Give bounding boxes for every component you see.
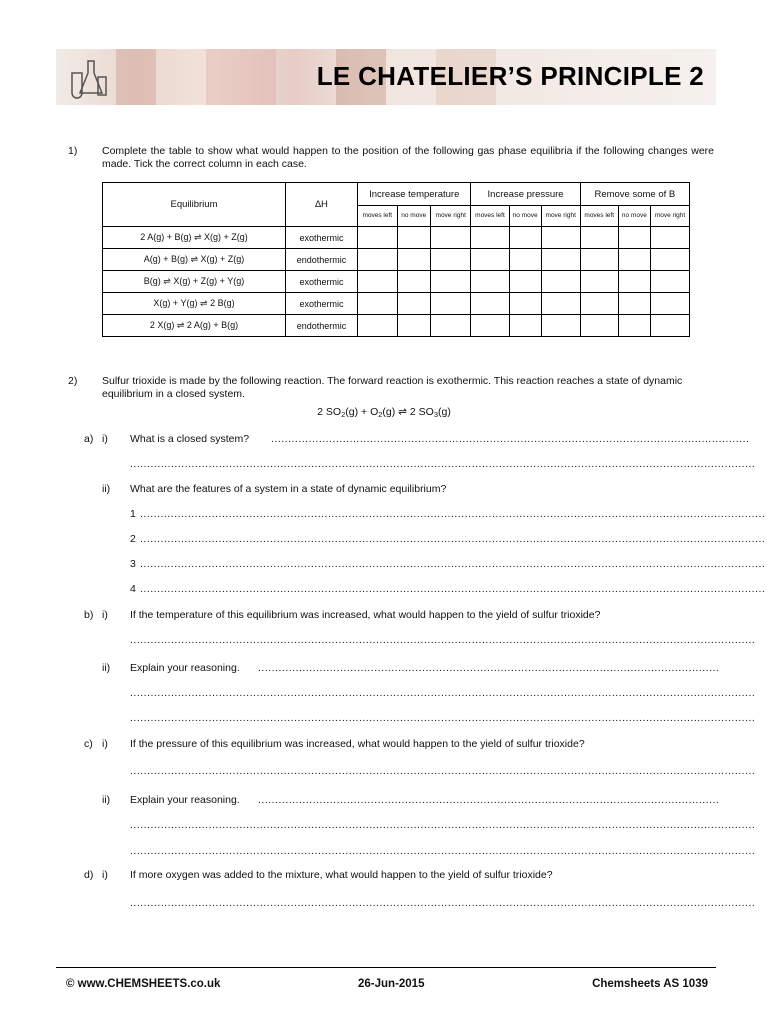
subpart-label: i) [102,609,108,621]
tick-cell[interactable] [650,271,689,293]
tick-cell[interactable] [471,271,509,293]
answer-line[interactable]: ....................................................................................................................................... [258,794,720,806]
footer-date: 26-Jun-2015 [358,978,425,990]
question-number: 2) [68,375,78,387]
table-row [103,249,690,271]
answer-line[interactable]: ....................................................................................................................................................................................... [140,533,766,545]
answer-line[interactable]: ....................................................................................................................................................................................... [130,819,756,831]
table-subheader: no move [397,206,430,227]
table-subheader: move right [650,206,689,227]
subscript: 2 [341,410,346,419]
banner-decor [116,49,156,105]
tick-cell[interactable] [397,227,430,249]
table-subheader: no move [509,206,541,227]
equilibrium-cell: B(g) ⇌ X(g) + Z(g) + Y(g) [103,271,286,293]
equation-part: (g) [437,406,451,418]
tick-cell[interactable] [509,293,541,315]
tick-cell[interactable] [471,227,509,249]
dh-cell: endothermic [286,249,358,271]
tick-cell[interactable] [580,271,618,293]
answer-line[interactable]: ....................................................................................................................................................................................... [140,558,766,570]
tick-cell[interactable] [397,293,430,315]
part-label: c) [84,738,93,750]
tick-cell[interactable] [509,315,541,337]
equation-part: (g) + O [345,406,379,418]
footer-divider [56,967,716,968]
tick-cell[interactable] [618,249,650,271]
table-subheader: move right [541,206,580,227]
tick-cell[interactable] [580,249,618,271]
tick-cell[interactable] [580,315,618,337]
list-number: 1 [130,508,136,520]
answer-line[interactable]: ....................................................................................................................................................................................... [130,712,756,724]
table-group-header: Remove some of B [580,183,689,206]
tick-cell[interactable] [541,293,580,315]
tick-cell[interactable] [358,227,398,249]
tick-cell[interactable] [358,271,398,293]
part-label: d) [84,869,94,881]
equilibrium-cell: A(g) + B(g) ⇌ X(g) + Z(g) [103,249,286,271]
equilibrium-cell: X(g) + Y(g) ⇌ 2 B(g) [103,293,286,315]
tick-cell[interactable] [618,293,650,315]
footer-website: © www.CHEMSHEETS.co.uk [66,978,221,990]
tick-cell[interactable] [430,293,470,315]
list-number: 2 [130,533,136,545]
question-text: What is a closed system? [130,433,250,445]
question-text: If the temperature of this equilibrium was increased, what would happen to the yield of sulfur trioxide? [130,609,601,621]
tick-cell[interactable] [430,315,470,337]
subpart-label: i) [102,433,108,445]
answer-line[interactable]: ....................................................................................................................................................................................... [130,845,756,857]
tick-cell[interactable] [358,249,398,271]
table-subheader: moves left [471,206,509,227]
tick-cell[interactable] [541,315,580,337]
tick-cell[interactable] [397,315,430,337]
table-header-dh: ∆H [286,183,358,227]
answer-line[interactable]: ....................................................................................................................................... [258,662,720,674]
question-text: What are the features of a system in a state of dynamic equilibrium? [130,483,447,495]
table-header-equilibrium: Equilibrium [103,183,286,227]
tick-cell[interactable] [650,293,689,315]
answer-line[interactable]: ....................................................................................................................................................................................... [130,765,756,777]
dh-cell: exothermic [286,271,358,293]
part-label: b) [84,609,94,621]
dh-cell: endothermic [286,315,358,337]
subpart-label: i) [102,869,108,881]
equilibrium-cell: 2 A(g) + B(g) ⇌ X(g) + Z(g) [103,227,286,249]
equilibrium-cell: 2 X(g) ⇌ 2 A(g) + B(g) [103,315,286,337]
table-group-header: Increase temperature [358,183,471,206]
tick-cell[interactable] [397,249,430,271]
tick-cell[interactable] [471,315,509,337]
table-subheader: no move [618,206,650,227]
question-text: Explain your reasoning. [130,794,240,806]
tick-cell[interactable] [580,293,618,315]
question-text: Sulfur trioxide is made by the following reaction. The forward reaction is exothermic. This reaction reaches a state of dynamic equilibrium in a closed system. [102,375,683,400]
answer-line[interactable]: ....................................................................................................................................................................................... [130,687,756,699]
lab-glassware-icon [64,55,110,101]
tick-cell[interactable] [650,249,689,271]
table-row [103,293,690,315]
question-number: 1) [68,145,78,157]
list-number: 4 [130,583,136,595]
subpart-label: i) [102,738,108,750]
tick-cell[interactable] [650,227,689,249]
table-row [103,227,690,249]
subpart-label: ii) [102,483,111,495]
answer-line[interactable]: ....................................................................................................................................................................................... [140,508,766,520]
header-banner [56,49,716,105]
tick-cell[interactable] [541,227,580,249]
answer-line[interactable]: ....................................................................................................................................................................................... [140,583,766,595]
table-subheader: moves left [580,206,618,227]
tick-cell[interactable] [541,271,580,293]
equation-part: (g) ⇌ 2 SO [382,406,434,418]
tick-cell[interactable] [397,271,430,293]
banner-decor [206,49,276,105]
tick-cell[interactable] [471,249,509,271]
tick-cell[interactable] [541,249,580,271]
subscript: 3 [433,410,438,419]
answer-line[interactable]: ....................................................................................................................................................................................... [130,634,756,646]
answer-line[interactable]: ....................................................................................................................................................................................... [130,897,756,909]
table-subheader: move right [430,206,470,227]
tick-cell[interactable] [471,293,509,315]
question-text: If the pressure of this equilibrium was increased, what would happen to the yield of sulfur trioxide? [130,738,585,750]
tick-cell[interactable] [430,249,470,271]
footer-reference: Chemsheets AS 1039 [592,978,708,990]
reaction-equation [0,406,768,419]
tick-cell[interactable] [430,227,470,249]
question-text: If more oxygen was added to the mixture, what would happen to the yield of sulfur trioxide? [130,869,553,881]
equation-part: 2 SO [317,406,342,418]
tick-cell[interactable] [650,315,689,337]
table-row [103,315,690,337]
dh-cell: exothermic [286,293,358,315]
tick-cell[interactable] [618,271,650,293]
list-number: 3 [130,558,136,570]
tick-cell[interactable] [430,271,470,293]
subpart-label: ii) [102,794,111,806]
answer-line[interactable]: ....................................................................................................................................................................................... [130,458,756,470]
subscript: 2 [378,410,383,419]
tick-cell[interactable] [509,227,541,249]
table-subheader: moves left [358,206,398,227]
page-title: LE CHATELIER’S PRINCIPLE 2 [316,61,704,91]
dh-cell: exothermic [286,227,358,249]
part-label: a) [84,433,94,445]
equilibria-table [102,182,690,337]
tick-cell[interactable] [618,315,650,337]
subpart-label: ii) [102,662,111,674]
table-row [103,271,690,293]
tick-cell[interactable] [509,271,541,293]
tick-cell[interactable] [358,315,398,337]
question-text: Complete the table to show what would happen to the position of the following gas phase equilibria if the following changes were made. Tick the correct column in each case. [102,145,714,170]
question-text: Explain your reasoning. [130,662,240,674]
answer-line[interactable]: ............................................................................................................................................ [271,433,750,445]
table-group-header: Increase pressure [471,183,580,206]
tick-cell[interactable] [509,249,541,271]
tick-cell[interactable] [358,293,398,315]
tick-cell[interactable] [580,227,618,249]
tick-cell[interactable] [618,227,650,249]
